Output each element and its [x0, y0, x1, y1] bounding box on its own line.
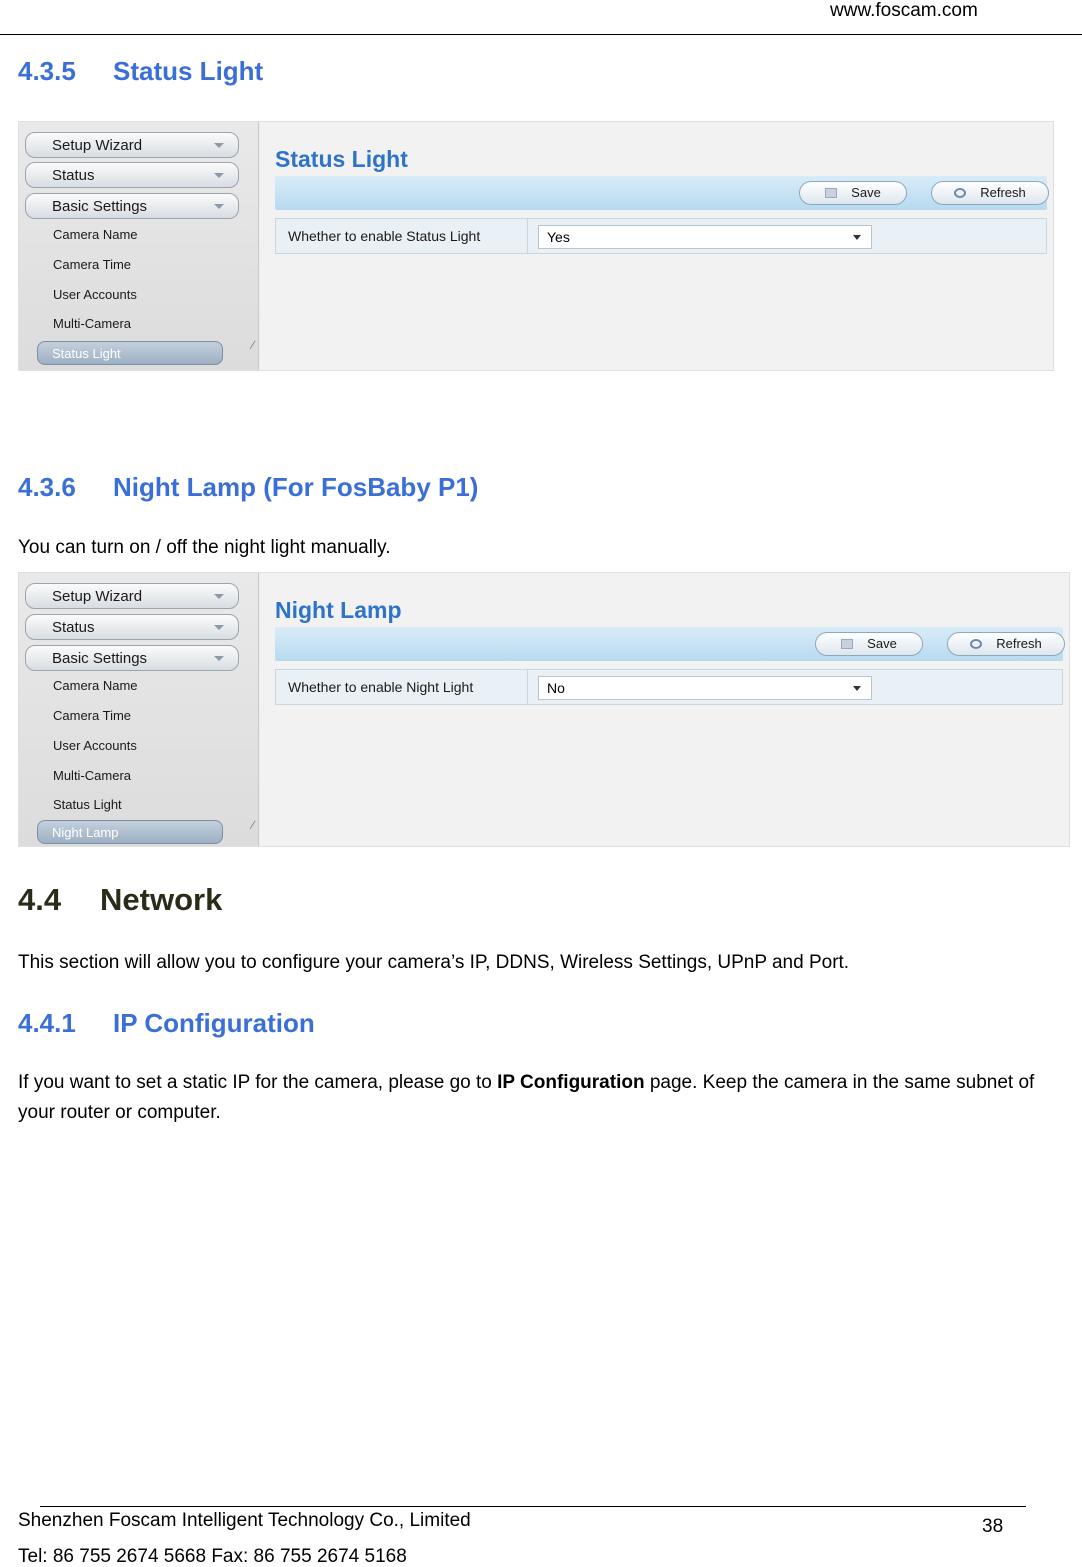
- refresh-icon: [954, 188, 966, 198]
- refresh-label: Refresh: [996, 636, 1042, 651]
- dropdown-arrow-icon: [853, 686, 861, 691]
- field-label: Whether to enable Night Light: [276, 670, 528, 704]
- ip-configuration-description: [18, 1068, 1048, 1128]
- menu-label: Status: [52, 619, 95, 636]
- night-lamp-description: You can turn on / off the night light manually.: [18, 537, 391, 558]
- footer-contact: Tel: 86 755 2674 5668 Fax: 86 755 2674 5168: [18, 1546, 407, 1567]
- menu-label: Status: [52, 167, 95, 184]
- header-url: www.foscam.com: [830, 0, 978, 21]
- menu-item-night-lamp-active[interactable]: Night Lamp: [37, 820, 223, 844]
- menu-item-multi-camera[interactable]: Multi-Camera: [53, 768, 132, 783]
- side-menu: [19, 573, 259, 846]
- section-number: 4.3.6: [18, 472, 76, 502]
- side-menu: [19, 122, 259, 370]
- save-label: Save: [851, 185, 881, 200]
- section-number: 4.4: [18, 882, 62, 917]
- pane-title: Status Light: [275, 146, 408, 172]
- menu-item-user-accounts[interactable]: User Accounts: [53, 738, 137, 753]
- section-heading-ip-configuration: [18, 1008, 315, 1039]
- refresh-button[interactable]: [931, 181, 1049, 205]
- settings-pane: [261, 573, 1069, 846]
- section-title: Status Light: [113, 56, 264, 86]
- menu-item-status-light[interactable]: Status Light: [53, 797, 122, 812]
- footer-company: Shenzhen Foscam Intelligent Technology Co., Limited: [18, 1510, 471, 1531]
- section-heading-status-light: [18, 56, 263, 87]
- select-value: Yes: [547, 229, 570, 245]
- section-heading-network: [18, 882, 222, 918]
- menu-label: Basic Settings: [52, 198, 148, 215]
- menu-item-camera-time[interactable]: Camera Time: [53, 257, 132, 272]
- section-title: IP Configuration: [113, 1008, 315, 1038]
- resize-grip-icon: ∕: [251, 818, 254, 832]
- section-number: 4.3.5: [18, 56, 76, 86]
- status-light-screenshot: [18, 121, 1054, 371]
- refresh-button[interactable]: [947, 632, 1065, 656]
- pane-title: Night Lamp: [275, 597, 402, 623]
- menu-setup-wizard[interactable]: [25, 583, 239, 609]
- chevron-down-icon: [214, 204, 224, 209]
- menu-label: Basic Settings: [52, 650, 148, 667]
- refresh-label: Refresh: [980, 185, 1026, 200]
- save-label: Save: [867, 636, 897, 651]
- status-light-select[interactable]: [538, 225, 872, 249]
- night-light-select[interactable]: [538, 676, 872, 700]
- menu-setup-wizard[interactable]: [25, 132, 239, 158]
- resize-grip-icon: ∕: [251, 338, 254, 352]
- menu-label: Setup Wizard: [52, 588, 143, 605]
- form-row-night-light: [275, 669, 1063, 705]
- night-lamp-screenshot: [18, 572, 1070, 847]
- menu-item-status-light-active[interactable]: Status Light: [37, 341, 223, 365]
- page-number: 38: [982, 1516, 1004, 1537]
- chevron-down-icon: [214, 625, 224, 630]
- toolbar: [275, 627, 1063, 661]
- menu-status[interactable]: [25, 614, 239, 640]
- save-button[interactable]: [815, 632, 923, 656]
- toolbar: [275, 176, 1047, 210]
- select-value: No: [547, 680, 565, 696]
- section-heading-night-lamp: [18, 472, 478, 503]
- text-segment: If you want to set a static IP for the camera, please go to: [18, 1072, 498, 1093]
- dropdown-arrow-icon: [853, 235, 861, 240]
- menu-item-camera-time[interactable]: Camera Time: [53, 708, 132, 723]
- form-row-status-light: [275, 218, 1047, 254]
- section-number: 4.4.1: [18, 1008, 76, 1038]
- text-segment: page. Keep the camera in the same subnet of your router or computer.: [18, 1072, 1035, 1123]
- menu-item-camera-name[interactable]: Camera Name: [53, 678, 138, 693]
- chevron-down-icon: [214, 173, 224, 178]
- menu-label: Setup Wizard: [52, 137, 143, 154]
- chevron-down-icon: [214, 656, 224, 661]
- menu-item-camera-name[interactable]: Camera Name: [53, 227, 138, 242]
- menu-item-multi-camera[interactable]: Multi-Camera: [53, 316, 132, 331]
- save-icon: [841, 639, 853, 649]
- save-icon: [825, 188, 837, 198]
- chevron-down-icon: [214, 143, 224, 148]
- menu-basic-settings[interactable]: [25, 645, 239, 671]
- chevron-down-icon: [214, 594, 224, 599]
- section-title: Night Lamp (For FosBaby P1): [113, 472, 479, 502]
- field-label: Whether to enable Status Light: [276, 219, 528, 253]
- menu-status[interactable]: [25, 162, 239, 188]
- refresh-icon: [970, 639, 982, 649]
- emphasis-text: IP Configuration: [497, 1072, 645, 1093]
- save-button[interactable]: [799, 181, 907, 205]
- network-description: This section will allow you to configure your camera’s IP, DDNS, Wireless Settings, UPnP and Port.: [18, 952, 850, 973]
- header-divider: [0, 34, 1082, 35]
- footer-divider: [40, 1506, 1026, 1507]
- menu-basic-settings[interactable]: [25, 193, 239, 219]
- settings-pane: [261, 122, 1053, 370]
- menu-item-user-accounts[interactable]: User Accounts: [53, 287, 137, 302]
- section-title: Network: [100, 882, 223, 917]
